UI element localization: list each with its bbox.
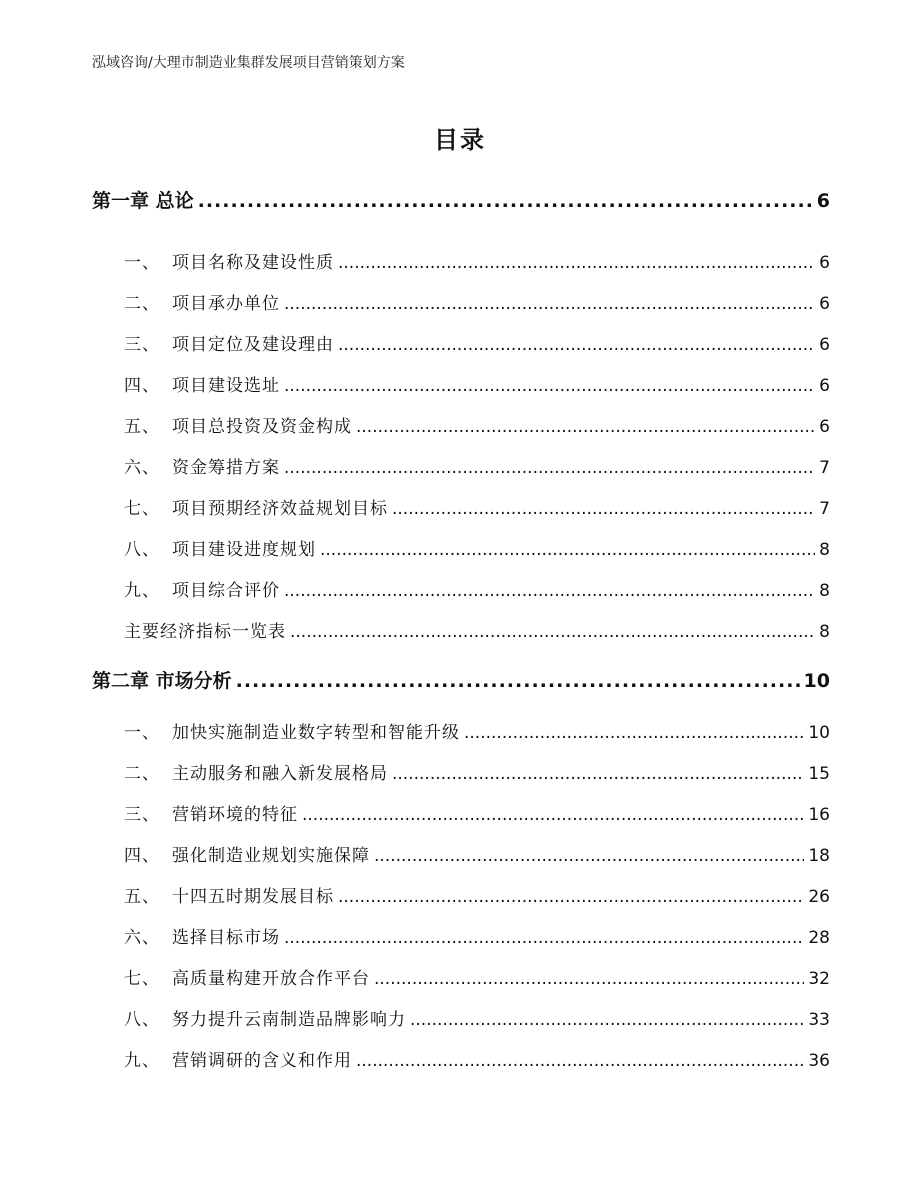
toc-num: 八、 xyxy=(124,540,160,560)
toc-num: 三、 xyxy=(124,335,160,355)
toc-entry[interactable] xyxy=(92,800,830,825)
toc-leader xyxy=(198,190,813,212)
toc-label: 加快实施制造业数字转型和智能升级 xyxy=(172,723,460,743)
toc-label: 项目定位及建设理由 xyxy=(172,335,334,355)
toc-page: 28 xyxy=(808,928,830,948)
toc-page: 36 xyxy=(808,1051,830,1071)
toc-entry[interactable] xyxy=(92,964,830,989)
toc-label: 项目建设选址 xyxy=(172,376,280,396)
toc-num: 九、 xyxy=(124,581,160,601)
toc-page: 32 xyxy=(808,969,830,989)
toc-page: 18 xyxy=(808,846,830,866)
toc-entry[interactable] xyxy=(92,882,830,907)
toc-label: 主动服务和融入新发展格局 xyxy=(172,764,388,784)
toc-leader xyxy=(302,805,804,825)
toc-page: 15 xyxy=(808,764,830,784)
toc-leader xyxy=(374,969,804,989)
toc-leader xyxy=(338,887,804,907)
toc-leader xyxy=(236,670,800,692)
page-header: 泓域咨询/大理市制造业集群发展项目营销策划方案 xyxy=(92,55,405,71)
toc-label: 项目总投资及资金构成 xyxy=(172,417,352,437)
toc-leader xyxy=(338,335,815,355)
toc-page: 6 xyxy=(819,335,830,355)
toc-page: 10 xyxy=(803,670,830,692)
toc-entry[interactable] xyxy=(92,841,830,866)
toc-entry[interactable] xyxy=(92,759,830,784)
toc-label: 主要经济指标一览表 xyxy=(124,622,286,642)
toc-entry[interactable] xyxy=(92,576,830,601)
toc-page: 6 xyxy=(816,190,830,212)
toc-num: 一、 xyxy=(124,253,160,273)
toc-num: 四、 xyxy=(124,846,160,866)
toc-num: 七、 xyxy=(124,499,160,519)
toc-chapter-1[interactable] xyxy=(92,186,830,213)
toc-num: 七、 xyxy=(124,969,160,989)
toc-num: 二、 xyxy=(124,294,160,314)
toc-label: 十四五时期发展目标 xyxy=(172,887,334,907)
toc-page: 7 xyxy=(819,458,830,478)
toc-entry[interactable] xyxy=(92,617,830,642)
toc-entry[interactable] xyxy=(92,535,830,560)
toc-entry[interactable] xyxy=(92,289,830,314)
toc-label: 第一章 总论 xyxy=(92,190,194,212)
toc-num: 三、 xyxy=(124,805,160,825)
toc-leader xyxy=(290,622,815,642)
toc-num: 四、 xyxy=(124,376,160,396)
toc-entry[interactable] xyxy=(92,718,830,743)
toc-label: 营销调研的含义和作用 xyxy=(172,1051,352,1071)
toc-page: 26 xyxy=(808,887,830,907)
toc-leader xyxy=(284,458,815,478)
toc-leader xyxy=(284,581,815,601)
toc-page: 8 xyxy=(819,622,830,642)
toc-label: 项目名称及建设性质 xyxy=(172,253,334,273)
toc-page: 6 xyxy=(819,253,830,273)
toc-entry[interactable] xyxy=(92,923,830,948)
toc-entry[interactable] xyxy=(92,330,830,355)
toc-leader xyxy=(464,723,804,743)
page-title: 目录 xyxy=(434,126,486,154)
toc-page: 16 xyxy=(808,805,830,825)
toc-leader xyxy=(410,1010,804,1030)
toc-chapter-2[interactable] xyxy=(92,666,830,693)
toc-page: 7 xyxy=(819,499,830,519)
toc-leader xyxy=(284,294,815,314)
toc-page: 6 xyxy=(819,417,830,437)
toc-label: 高质量构建开放合作平台 xyxy=(172,969,370,989)
toc-entry[interactable] xyxy=(92,494,830,519)
toc-label: 项目承办单位 xyxy=(172,294,280,314)
toc-leader xyxy=(284,376,815,396)
toc-label: 第二章 市场分析 xyxy=(92,670,232,692)
toc-page: 8 xyxy=(819,581,830,601)
toc-leader xyxy=(392,764,804,784)
toc-leader xyxy=(356,1051,804,1071)
toc-leader xyxy=(284,928,804,948)
toc-label: 营销环境的特征 xyxy=(172,805,298,825)
toc-num: 八、 xyxy=(124,1010,160,1030)
toc-label: 努力提升云南制造品牌影响力 xyxy=(172,1010,406,1030)
toc-entry[interactable] xyxy=(92,1046,830,1071)
toc-page: 10 xyxy=(808,723,830,743)
toc-leader xyxy=(338,253,815,273)
toc-num: 二、 xyxy=(124,764,160,784)
toc-label: 项目建设进度规划 xyxy=(172,540,316,560)
toc-entry[interactable] xyxy=(92,412,830,437)
toc-num: 六、 xyxy=(124,458,160,478)
toc-label: 项目综合评价 xyxy=(172,581,280,601)
toc-page: 33 xyxy=(808,1010,830,1030)
toc-leader xyxy=(356,417,815,437)
toc-num: 九、 xyxy=(124,1051,160,1071)
toc-entry[interactable] xyxy=(92,1005,830,1030)
toc-label: 强化制造业规划实施保障 xyxy=(172,846,370,866)
toc-entry[interactable] xyxy=(92,453,830,478)
toc-page: 6 xyxy=(819,376,830,396)
toc-entry[interactable] xyxy=(92,248,830,273)
toc-leader xyxy=(374,846,804,866)
toc-num: 一、 xyxy=(124,723,160,743)
toc-leader xyxy=(320,540,815,560)
toc-entry[interactable] xyxy=(92,371,830,396)
toc-num: 六、 xyxy=(124,928,160,948)
toc-page: 6 xyxy=(819,294,830,314)
toc-page: 8 xyxy=(819,540,830,560)
toc-leader xyxy=(392,499,815,519)
toc-num: 五、 xyxy=(124,417,160,437)
toc-label: 资金筹措方案 xyxy=(172,458,280,478)
toc-label: 选择目标市场 xyxy=(172,928,280,948)
toc-num: 五、 xyxy=(124,887,160,907)
toc-label: 项目预期经济效益规划目标 xyxy=(172,499,388,519)
